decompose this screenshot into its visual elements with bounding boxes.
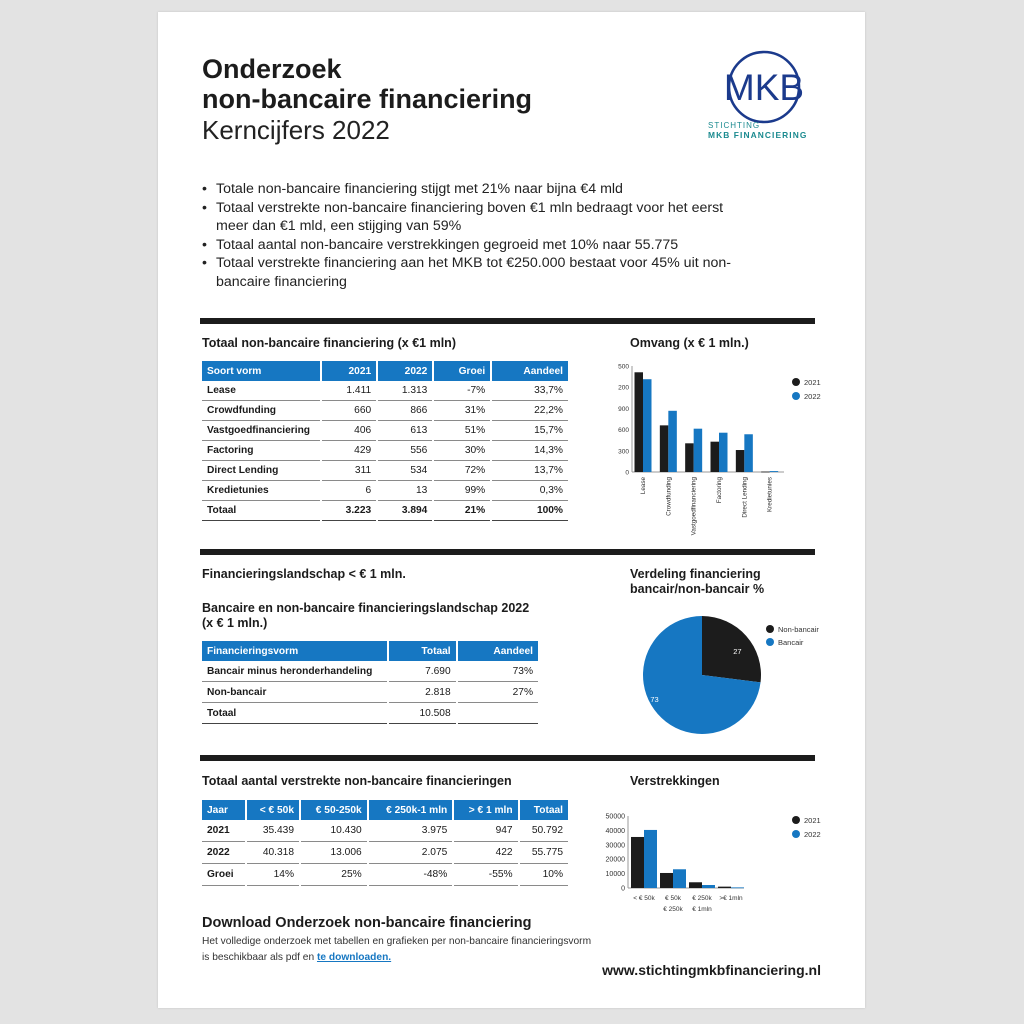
table-row [202,481,568,501]
table-row [202,381,568,401]
table-cell: 3.975 [369,820,453,842]
pie-chart-title-line2: bancair/non-bancair % [630,582,765,596]
section2-title: Financieringslandschap < € 1 mln. [202,567,406,581]
table-cell: 13,7% [492,461,568,481]
bar-2022-5 [770,471,779,472]
col-header: 2021 [322,361,376,381]
table-cell: 50.792 [520,820,568,842]
section-divider [200,549,815,555]
legend-label: 2022 [804,830,821,839]
x-category-label: >€ 1mln [719,895,743,902]
table-cell: 10.430 [301,820,367,842]
table-cell: 25% [301,864,367,886]
table-cell: 51% [434,421,490,441]
pie-slice-0 [702,616,761,682]
download-text-line2: is beschikbaar als pdf en [202,952,315,963]
table-cell: 3.223 [322,501,376,521]
table-cell: 2021 [202,820,245,842]
key-finding-item: • Totaal aantal non-bancaire verstrekkingen gegroeid met 10% naar 55.775 [202,236,732,255]
col-header: Financieringsvorm [202,641,387,661]
y-tick-label: 300 [618,448,629,456]
table-row [202,461,568,481]
table-cell: 0,3% [492,481,568,501]
bar-2021-1 [660,425,669,472]
table-cell: 660 [322,401,376,421]
omvang-chart-title: Omvang (x € 1 mln.) [630,336,749,350]
table-cell: Totaal [202,501,320,521]
x-category-label: Kredietunies [766,477,774,513]
legend-marker [766,625,774,633]
page-title-line1: Onderzoek [202,54,342,84]
table-cell: 2.075 [369,842,453,864]
table-row [202,864,568,886]
table-cell: 30% [434,441,490,461]
table-row [202,842,568,864]
table-cell: Groei [202,864,245,886]
col-header: Aandeel [492,361,568,381]
table-cell: 556 [378,441,432,461]
table-cell: Crowdfunding [202,401,320,421]
x-category-label: Crowdfunding [665,477,673,516]
table-cell: 99% [434,481,490,501]
table-cell: 14% [247,864,299,886]
section3-title: Totaal aantal verstrekte non-bancaire financieringen [202,774,512,788]
legend-marker [766,638,774,646]
download-text-line1: Het volledige onderzoek met tabellen en grafieken per non-bancaire financieringsvorm [202,936,592,947]
table-cell: Direct Lending [202,461,320,481]
y-tick-label: 0 [625,469,629,477]
legend-label: Non-bancair [778,625,819,634]
table-cell: 6 [322,481,376,501]
y-tick-label: 20000 [605,856,625,864]
table-cell: 947 [454,820,517,842]
y-tick-label: 500 [618,363,629,371]
table-cell: 10.508 [389,703,456,724]
table-cell: 100% [492,501,568,521]
table-cell: 55.775 [520,842,568,864]
omvang-bar-chart [606,358,820,536]
report-page [158,12,865,1008]
table-cell: 2.818 [389,682,456,703]
table-row [202,401,568,421]
table-cell: 40.318 [247,842,299,864]
table-cell: -48% [369,864,453,886]
key-findings-list [202,180,732,292]
page-subtitle: Kerncijfers 2022 [202,115,390,145]
non-bancair-table [200,361,570,521]
y-tick-label: 600 [618,427,629,435]
table-row [202,820,568,842]
table-cell: 15,7% [492,421,568,441]
table-header-row [202,641,538,661]
x-category-label: € 250k [663,906,683,913]
col-header: < € 50k [247,800,299,820]
table-cell: 1.411 [322,381,376,401]
table-cell: 429 [322,441,376,461]
table-cell: 422 [454,842,517,864]
table-cell: Totaal [202,703,387,724]
key-finding-item: • Totale non-bancaire financiering stijgt met 21% naar bijna €4 mld [202,180,732,199]
table-row [202,441,568,461]
verdeling-pie-chart [606,606,820,736]
table-row [202,421,568,441]
download-link[interactable]: te downloaden. [316,952,392,963]
col-header: > € 1 mln [454,800,517,820]
table-cell: 534 [378,461,432,481]
logo-letters: MKB [723,67,805,108]
legend-label: 2022 [804,392,821,401]
table-cell: 3.894 [378,501,432,521]
bar-2021-3 [711,442,720,472]
x-category-label: € 1mln [692,906,712,913]
legend-marker-2022 [792,392,800,400]
key-finding-item: • Totaal verstrekte financiering aan het MKB tot €250.000 bestaat voor 45% uit non-bancaire financiering [202,254,732,291]
table-cell: 73% [458,661,538,682]
table-cell: Bancair minus heronderhandeling [202,661,387,682]
table-cell: -7% [434,381,490,401]
table-cell: 406 [322,421,376,441]
bar-2021-0 [631,837,644,888]
legend-marker-2021 [792,816,800,824]
bar-2021-4 [736,450,745,472]
section-divider [200,755,815,761]
bar-2021-2 [685,443,694,472]
y-tick-label: 30000 [605,842,625,850]
table-cell: Factoring [202,441,320,461]
bar-2022-3 [719,433,728,472]
verstrekkingen-bar-chart [596,796,821,913]
bar-2022-0 [644,830,657,888]
legend-label: 2021 [804,816,821,825]
col-header: € 50-250k [301,800,367,820]
table-cell: 10% [520,864,568,886]
col-header: Totaal [520,800,568,820]
page-title-line2: non-bancaire financiering [202,84,533,114]
table-cell: Lease [202,381,320,401]
table-cell: 27% [458,682,538,703]
table-cell: 72% [434,461,490,481]
table-cell: 21% [434,501,490,521]
table-cell: 35.439 [247,820,299,842]
bar-2021-3 [718,887,731,888]
table-cell: Vastgoedfinanciering [202,421,320,441]
section-divider [200,318,815,324]
bar-2022-2 [702,885,715,888]
table-cell: 31% [434,401,490,421]
table-row [202,661,538,682]
table-cell: 2022 [202,842,245,864]
col-header: Soort vorm [202,361,320,381]
col-header: Groei [434,361,490,381]
table-cell: 33,7% [492,381,568,401]
legend-marker-2021 [792,378,800,386]
logo-line2: MKB FINANCIERING [708,130,808,140]
pie-data-label: 73 [650,695,659,705]
bar-2021-1 [660,873,673,888]
y-tick-label: 900 [618,405,629,413]
x-category-label: € 50k [665,895,681,902]
key-finding-item: • Totaal verstrekte non-bancaire financiering boven €1 mln bedraagt voor het eerst meer dan €1 mld, een stijging van 59% [202,199,732,236]
table-cell: 7.690 [389,661,456,682]
logo-line1: STICHTING [708,121,761,130]
bar-2022-3 [731,887,744,888]
x-category-label: Direct Lending [741,477,749,518]
website-url[interactable]: www.stichtingmkbfinanciering.nl [602,962,821,978]
legend-marker-2022 [792,830,800,838]
y-tick-label: 0 [621,885,625,893]
x-category-label: < € 50k [633,895,655,902]
bar-2022-0 [643,379,652,472]
y-tick-label: 50000 [605,813,625,821]
col-header: Jaar [202,800,245,820]
landscape-table [200,641,540,724]
bar-2022-4 [744,434,753,472]
table-cell: 866 [378,401,432,421]
y-tick-label: 200 [618,384,629,392]
legend-label: 2021 [804,378,821,387]
bar-2022-1 [668,411,677,472]
bar-2021-2 [689,882,702,888]
table-row [202,682,538,703]
landscape-table-title-line2: (x € 1 mln.) [202,616,268,630]
x-category-label: € 250k [692,895,712,902]
table-cell: -55% [454,864,517,886]
legend-label: Bancair [778,638,804,647]
col-header: 2022 [378,361,432,381]
table-cell: 613 [378,421,432,441]
table-cell: 311 [322,461,376,481]
pie-data-label: 27 [733,646,742,656]
table-total-row [202,703,538,724]
col-header: € 250k-1 mln [369,800,453,820]
bar-2022-1 [673,869,686,888]
table-total-row [202,501,568,521]
section1-title: Totaal non-bancaire financiering (x €1 mln) [202,336,456,350]
table-cell: 14,3% [492,441,568,461]
landscape-table-title-line1: Bancaire en non-bancaire financieringslandschap 2022 [202,601,530,615]
col-header: Aandeel [458,641,538,661]
col-header: Totaal [389,641,456,661]
verstrekkingen-chart-title: Verstrekkingen [630,774,720,788]
x-category-label: Factoring [716,477,723,504]
x-category-label: Vastgoedfinanciering [690,477,698,536]
bar-2022-2 [694,429,703,472]
table-cell: 13 [378,481,432,501]
table-cell: 13.006 [301,842,367,864]
table-cell [458,703,538,724]
download-title: Download Onderzoek non-bancaire financiering [202,915,532,931]
y-tick-label: 40000 [605,827,625,835]
mkb-logo [702,50,822,142]
bar-2021-0 [635,372,644,472]
table-cell: 22,2% [492,401,568,421]
table-cell: Non-bancair [202,682,387,703]
table-header-row [202,361,568,381]
x-category-label: Lease [640,477,647,495]
verstrekkingen-table [200,800,570,886]
table-cell: Kredietunies [202,481,320,501]
bar-2021-5 [761,472,770,473]
table-cell: 1.313 [378,381,432,401]
y-tick-label: 10000 [605,871,625,879]
pie-chart-title-line1: Verdeling financiering [630,567,761,581]
table-header-row [202,800,568,820]
